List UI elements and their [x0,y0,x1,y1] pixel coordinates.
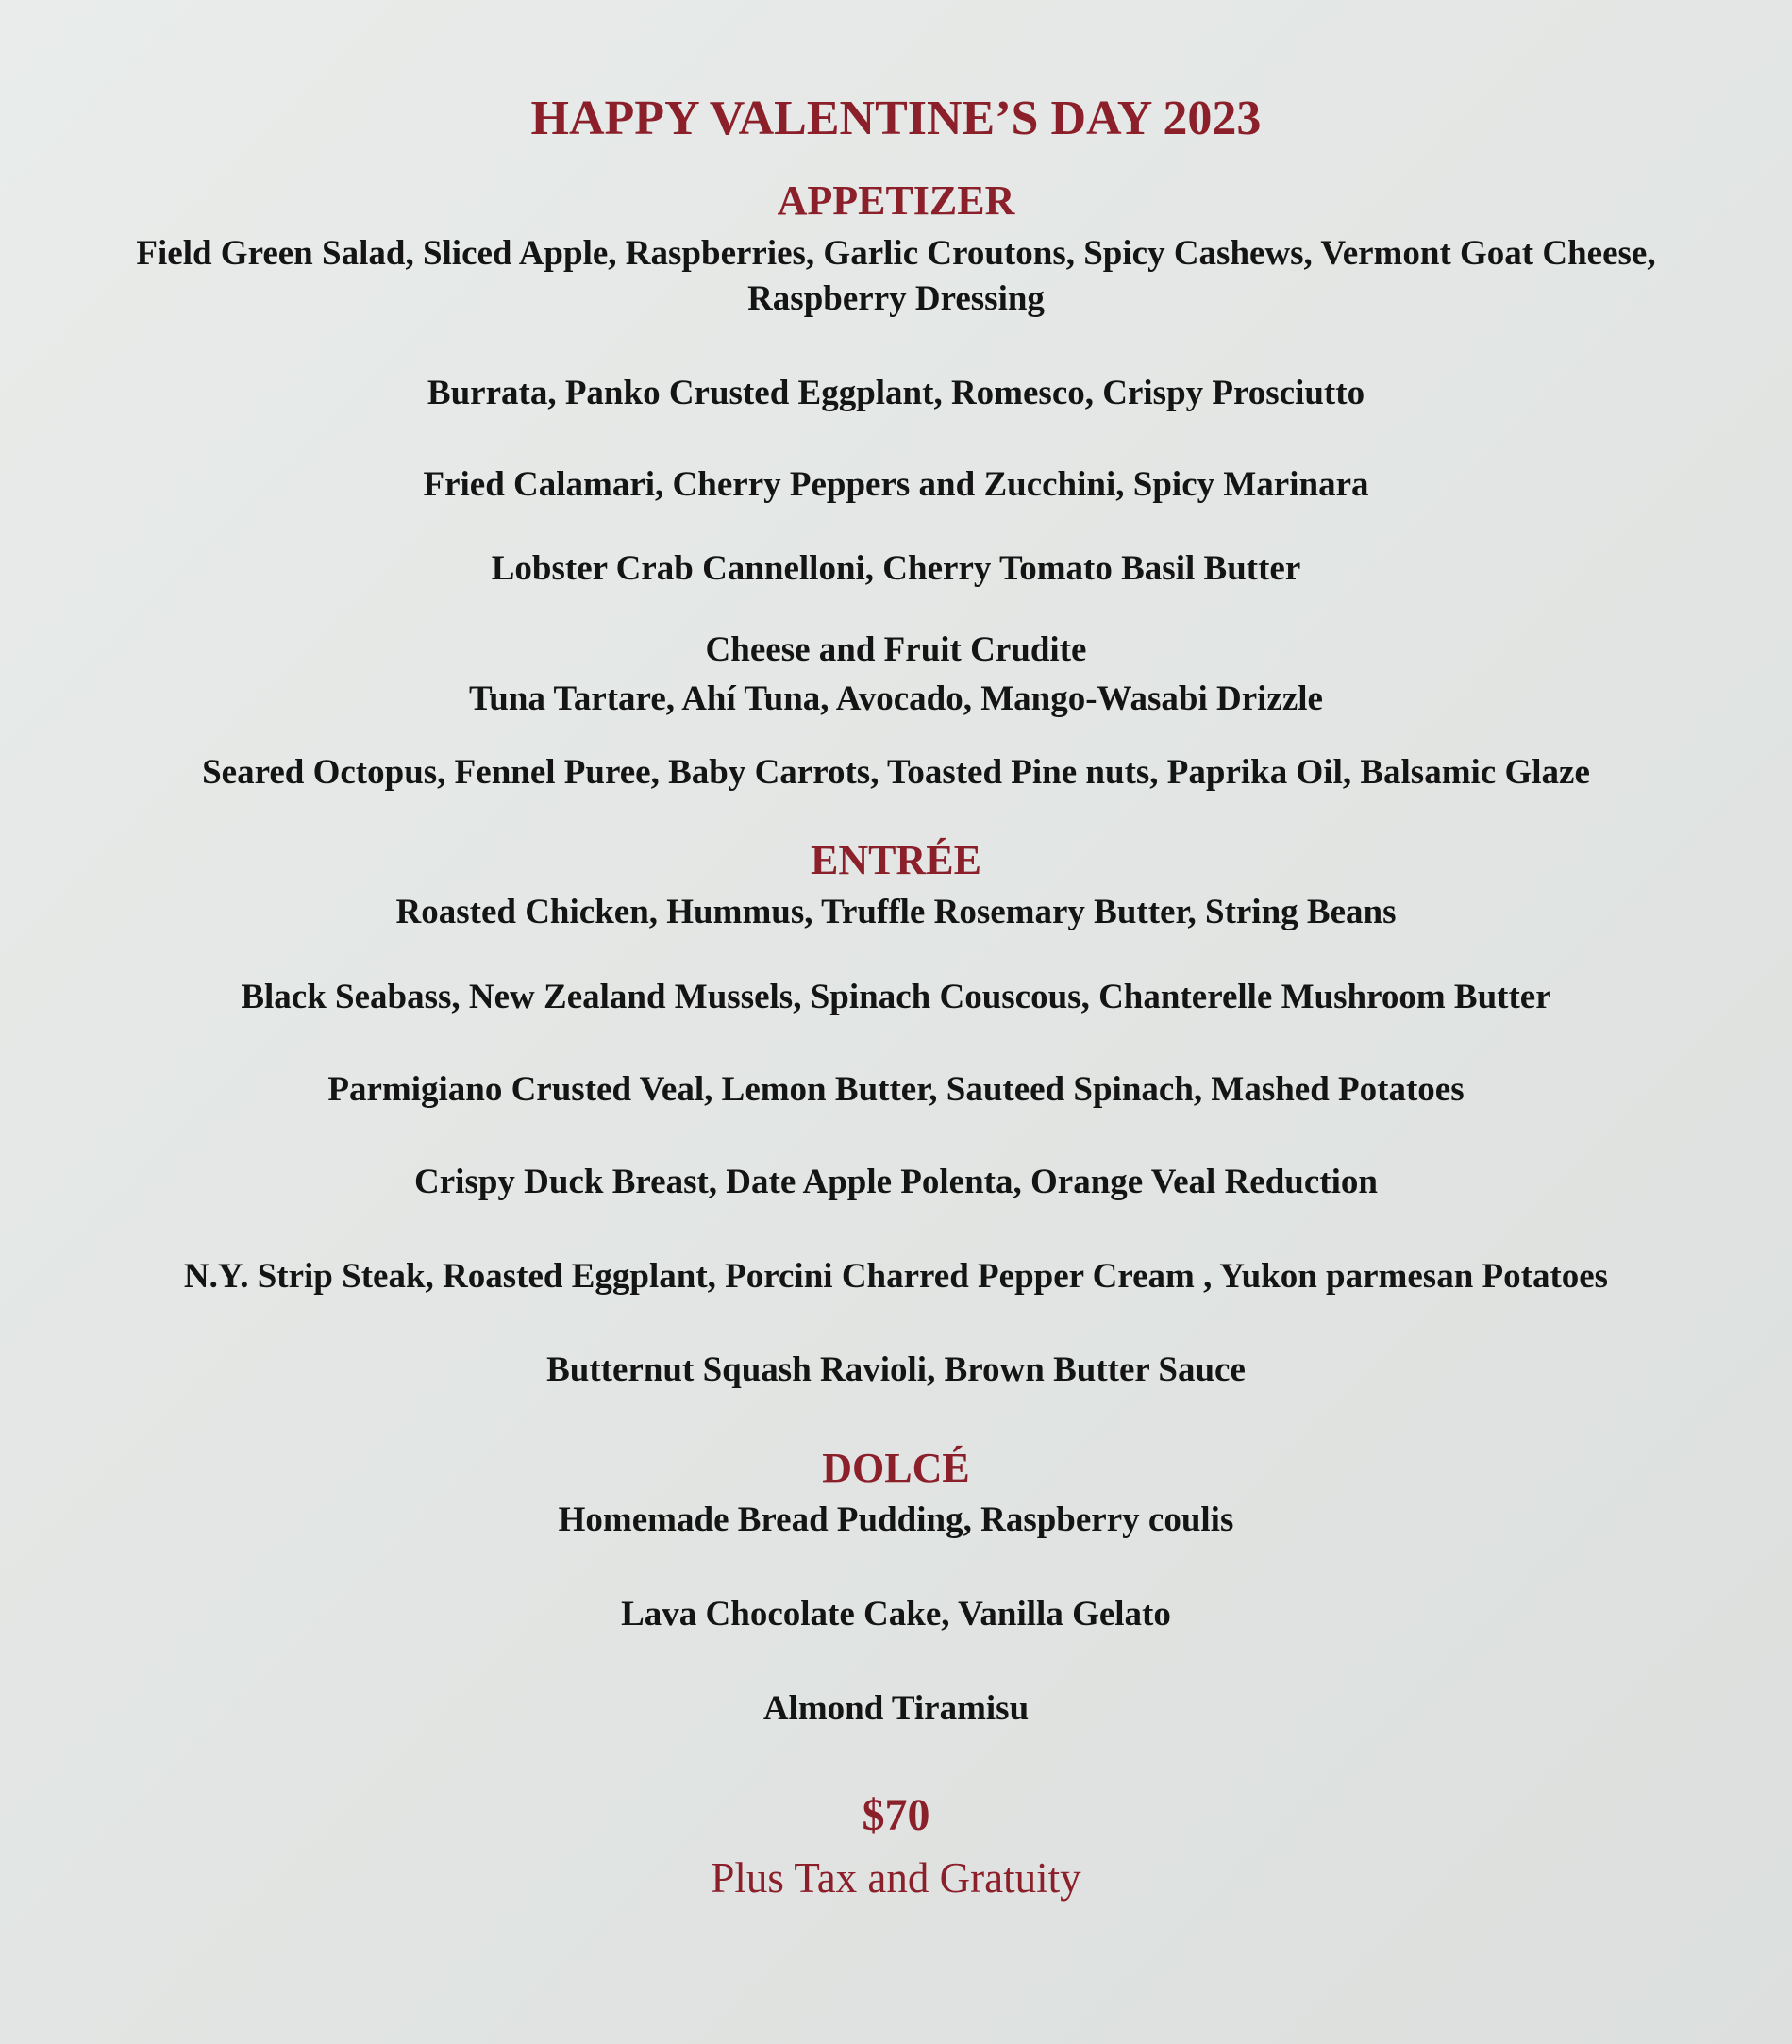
dolce-heading: DOLCÉ [822,1445,970,1491]
appetizer-item: Field Green Salad, Sliced Apple, Raspberries, Garlic Croutons, Spicy Cashews, Vermont Goat Cheese, [136,234,1656,273]
entree-item: Parmigiano Crusted Veal, Lemon Butter, Sauteed Spinach, Mashed Potatoes [327,1070,1465,1109]
entree-item: Crispy Duck Breast, Date Apple Polenta, Orange Veal Reduction [414,1163,1378,1201]
price: $70 [862,1790,930,1840]
appetizer-heading: APPETIZER [777,177,1015,224]
entree-item: Black Seabass, New Zealand Mussels, Spinach Couscous, Chanterelle Mushroom Butter [241,978,1551,1016]
dolce-item: Homemade Bread Pudding, Raspberry coulis [558,1500,1234,1539]
appetizer-item: Fried Calamari, Cherry Peppers and Zucchini, Spicy Marinara [423,465,1369,504]
appetizer-item: Cheese and Fruit Crudite [705,630,1087,669]
appetizer-item: Seared Octopus, Fennel Puree, Baby Carrots, Toasted Pine nuts, Paprika Oil, Balsamic Glaze [202,753,1590,792]
appetizer-item: Tuna Tartare, Ahí Tuna, Avocado, Mango-Wasabi Drizzle [469,679,1323,718]
dolce-item: Lava Chocolate Cake, Vanilla Gelato [621,1595,1171,1634]
menu-title: HAPPY VALENTINE’S DAY 2023 [530,92,1262,145]
entree-item: N.Y. Strip Steak, Roasted Eggplant, Porcini Charred Pepper Cream , Yukon parmesan Potatoes [183,1257,1609,1296]
appetizer-item: Burrata, Panko Crusted Eggplant, Romesco, Crispy Prosciutto [427,374,1365,412]
entree-item: Roasted Chicken, Hummus, Truffle Rosemary Butter, String Beans [395,893,1397,931]
dolce-item: Almond Tiramisu [762,1689,1030,1728]
entree-item: Butternut Squash Ravioli, Brown Butter Sauce [546,1350,1246,1389]
entree-heading: ENTRÉE [811,837,981,883]
price-note: Plus Tax and Gratuity [711,1854,1081,1902]
appetizer-item: Lobster Crab Cannelloni, Cherry Tomato Basil Butter [491,549,1301,588]
appetizer-item: Raspberry Dressing [747,279,1045,318]
